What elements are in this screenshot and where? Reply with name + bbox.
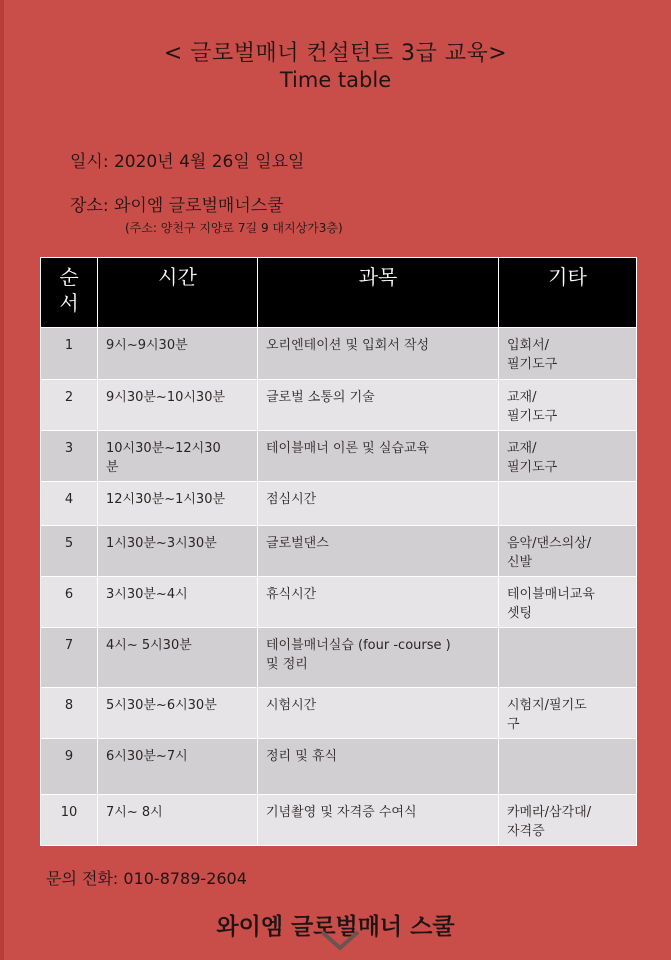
row-number: 1: [41, 328, 98, 380]
row-subject: 기념촬영 및 자격증 수여식: [258, 795, 499, 846]
row-subject: 오리엔테이션 및 입회서 작성: [258, 328, 499, 380]
row-etc: 입회서/ 필기도구: [499, 328, 637, 380]
row-number: 6: [41, 577, 98, 628]
header-etc: 기타: [499, 258, 637, 328]
row-etc: 음악/댄스의상/ 신발: [499, 526, 637, 577]
left-border: [0, 0, 4, 960]
table-row: [41, 628, 637, 688]
row-time: 7시~ 8시: [98, 795, 258, 846]
row-number: 7: [41, 628, 98, 688]
page-subtitle: Time table: [279, 68, 392, 92]
row-subject: 휴식시간: [258, 577, 499, 628]
event-place: 장소: 와이엠 글로벌매너스쿨: [70, 196, 284, 216]
row-etc: 교재/ 필기도구: [499, 380, 637, 431]
row-etc: 카메라/삼각대/ 자격증: [499, 795, 637, 846]
row-subject: 테이블매너실습 (four -course ) 및 정리: [258, 628, 499, 688]
row-time: 6시30분~7시: [98, 739, 258, 795]
row-number: 9: [41, 739, 98, 795]
table-row: [41, 526, 637, 577]
row-number: 5: [41, 526, 98, 577]
table-row: [41, 577, 637, 628]
timetable: [40, 257, 637, 846]
row-time: 9시30분~10시30분: [98, 380, 258, 431]
table-row: [41, 688, 637, 739]
row-number: 10: [41, 795, 98, 846]
header-order-label: 순 서: [59, 265, 79, 315]
row-time: 10시30분~12시30 분: [98, 431, 258, 482]
contact-phone: 문의 전화: 010-8789-2604: [46, 869, 247, 888]
row-time: 3시30분~4시: [98, 577, 258, 628]
row-etc: [499, 628, 637, 688]
header-subject: 과목: [258, 258, 499, 328]
chevron-down-icon[interactable]: [318, 926, 362, 952]
table-row: [41, 795, 637, 846]
table-header-row: [41, 258, 637, 328]
row-etc: 교재/ 필기도구: [499, 431, 637, 482]
row-subject: 시험시간: [258, 688, 499, 739]
school-name: 와이엠 글로벌매너 스쿨: [216, 914, 455, 940]
row-subject: 정리 및 휴식: [258, 739, 499, 795]
table-row: [41, 431, 637, 482]
row-etc: 테이블매너교육 셋팅: [499, 577, 637, 628]
table-row: [41, 380, 637, 431]
row-etc: [499, 739, 637, 795]
row-subject: 테이블매너 이론 및 실습교육: [258, 431, 499, 482]
row-time: 1시30분~3시30분: [98, 526, 258, 577]
row-time: 12시30분~1시30분: [98, 482, 258, 526]
row-time: 4시~ 5시30분: [98, 628, 258, 688]
table-row: [41, 739, 637, 795]
row-number: 4: [41, 482, 98, 526]
row-etc: [499, 482, 637, 526]
header-time: 시간: [98, 258, 258, 328]
table-row: [41, 328, 637, 380]
row-time: 5시30분~6시30분: [98, 688, 258, 739]
table-row: [41, 482, 637, 526]
row-time: 9시~9시30분: [98, 328, 258, 380]
header-order: [41, 258, 98, 328]
page-title: < 글로벌매너 컨설턴트 3급 교육>: [163, 41, 508, 66]
row-subject: 글로벌 소통의 기술: [258, 380, 499, 431]
row-number: 3: [41, 431, 98, 482]
row-subject: 글로벌댄스: [258, 526, 499, 577]
row-subject: 점심시간: [258, 482, 499, 526]
row-number: 8: [41, 688, 98, 739]
row-etc: 시험지/필기도 구: [499, 688, 637, 739]
row-number: 2: [41, 380, 98, 431]
event-address: (주소: 양천구 지양로 7길 9 대지상가3층): [125, 221, 343, 235]
event-date: 일시: 2020년 4월 26일 일요일: [70, 152, 305, 172]
